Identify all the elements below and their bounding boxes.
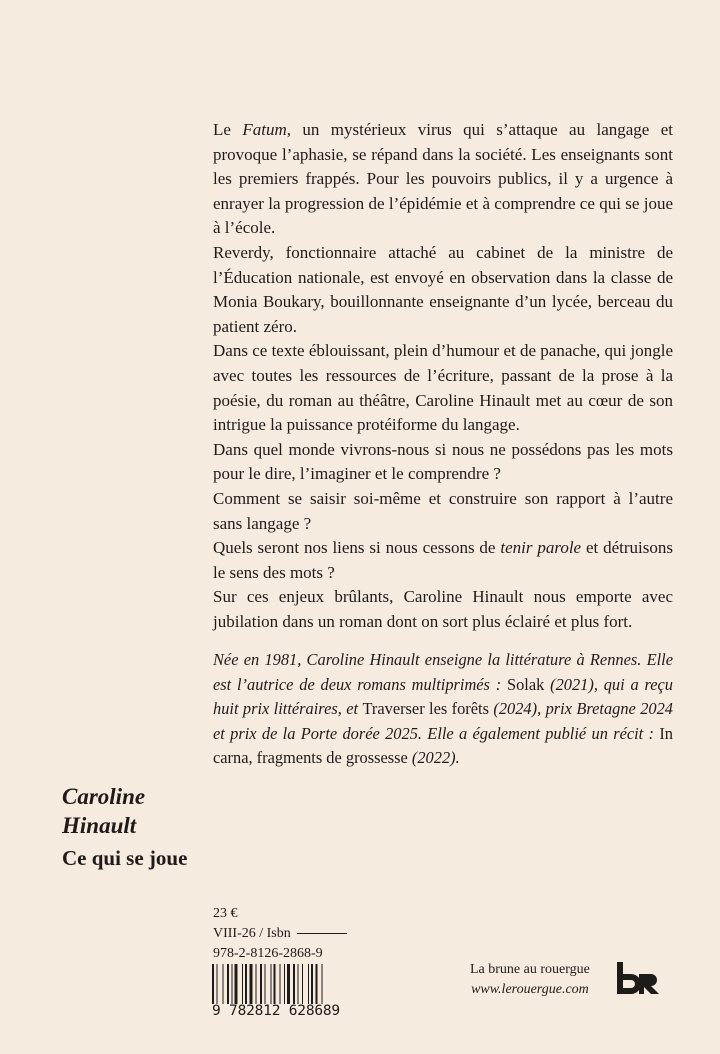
tenir-parole-italic: tenir parole bbox=[500, 538, 582, 558]
barcode-bar bbox=[308, 964, 309, 1004]
book-title-traverser: Traverser les forêts bbox=[362, 699, 489, 718]
barcode-bar bbox=[260, 964, 262, 1004]
blurb-paragraph: Comment se saisir soi-même et construire son rapport à l’autre sans langage ? bbox=[213, 488, 673, 533]
barcode-bar bbox=[235, 964, 238, 1004]
publisher-logo-icon bbox=[617, 962, 661, 994]
barcode-bar bbox=[245, 964, 247, 1004]
blurb-paragraph: Dans ce texte éblouissant, plein d’humour et de panache, qui jongle avec toutes les ressources de l’écriture, passant de la prose à la poésie, du roman au théâtre, Caroline Hinault met au cœur de son intrigue la puissance protéiforme du langage. bbox=[213, 341, 673, 435]
blurb-paragraph: Dans quel monde vivrons-nous si nous ne possédons pas les mots pour le dire, l’imaginer et le comprendre ? bbox=[213, 439, 673, 484]
barcode-bar bbox=[293, 964, 295, 1004]
author-last-name: Hinault bbox=[62, 813, 137, 838]
barcode-bar bbox=[227, 964, 229, 1004]
fatum-italic: Fatum bbox=[242, 120, 287, 139]
publisher-block bbox=[470, 960, 590, 1000]
barcode-bar bbox=[274, 964, 276, 1004]
publisher-name: La brune au rouergue bbox=[470, 962, 590, 977]
barcode-bar bbox=[298, 964, 299, 1004]
barcode-digits: 9 782812 628689 bbox=[212, 1003, 340, 1019]
blurb-paragraph: Sur ces enjeux brûlants, Caroline Hinault nous emporte avec jubilation dans un roman dont on sort plus éclairé et plus fort. bbox=[213, 587, 673, 631]
author-bio: Née en 1981, Caroline Hinault enseigne la littérature à Rennes. Elle est l’autrice de deux romans multiprimés : Solak (2021), qui a reçu huit prix littéraires, et Traverser les forêts (2024), prix Bretagne 2024 et prix de la Porte dorée 2025. Elle a également publié un récit : In carna, fragments de grossesse (2022). bbox=[213, 650, 674, 767]
barcode-bar bbox=[265, 964, 266, 1004]
isbn: 978-2-8126-2868-9 bbox=[213, 946, 323, 961]
barcode-bar bbox=[232, 964, 233, 1004]
barcode-bar bbox=[242, 964, 243, 1004]
barcode-bar bbox=[256, 964, 257, 1004]
barcode-bar bbox=[280, 964, 281, 1004]
back-cover-blurb bbox=[213, 118, 673, 634]
barcode-bar bbox=[250, 964, 253, 1004]
barcode-bar bbox=[223, 964, 224, 1004]
book-title-in-carna: In carna, fragments de grossesse bbox=[213, 723, 673, 767]
blurb-paragraph: Le Fatum, un mystérieux virus qui s’attaque au langage et provoque l’aphasie, se répand dans la société. Les enseignants sont les premiers frappés. Pour les pouvoirs publics, il y a urgence à enrayer la progression de l’épidémie et à comprendre ce qui se joue à l’école. bbox=[213, 120, 673, 238]
book-title: Ce qui se joue bbox=[62, 846, 188, 870]
barcode-bar bbox=[316, 964, 318, 1004]
barcode-bar bbox=[217, 964, 218, 1004]
blurb-paragraph: Quels seront nos liens si nous cessons de tenir parole et détruisons le sens des mots ? bbox=[213, 538, 673, 582]
barcode-bar bbox=[287, 964, 290, 1004]
barcode-bar bbox=[311, 964, 313, 1004]
author-first-name: Caroline bbox=[62, 784, 146, 809]
barcode-bar bbox=[302, 964, 303, 1004]
catalog-code: VIII-26 / Isbn bbox=[213, 926, 291, 941]
divider bbox=[297, 933, 347, 934]
barcode-bar bbox=[212, 964, 214, 1004]
barcode-bar bbox=[284, 964, 285, 1004]
book-title-solak: Solak bbox=[507, 674, 545, 694]
author-name bbox=[62, 782, 145, 840]
publisher-website: www.lerouergue.com bbox=[471, 982, 589, 997]
price-block bbox=[213, 904, 347, 964]
blurb-paragraph: Reverdy, fonctionnaire attaché au cabinet de la ministre de l’Éducation nationale, est envoyé en observation dans la classe de Monia Boukary, bouillonnante enseignante d’un lycée, berceau du patient zéro. bbox=[213, 242, 673, 336]
price: 23 € bbox=[213, 906, 238, 921]
barcode-icon bbox=[212, 964, 357, 1004]
barcode-bar bbox=[322, 964, 323, 1004]
barcode-bar bbox=[271, 964, 272, 1004]
